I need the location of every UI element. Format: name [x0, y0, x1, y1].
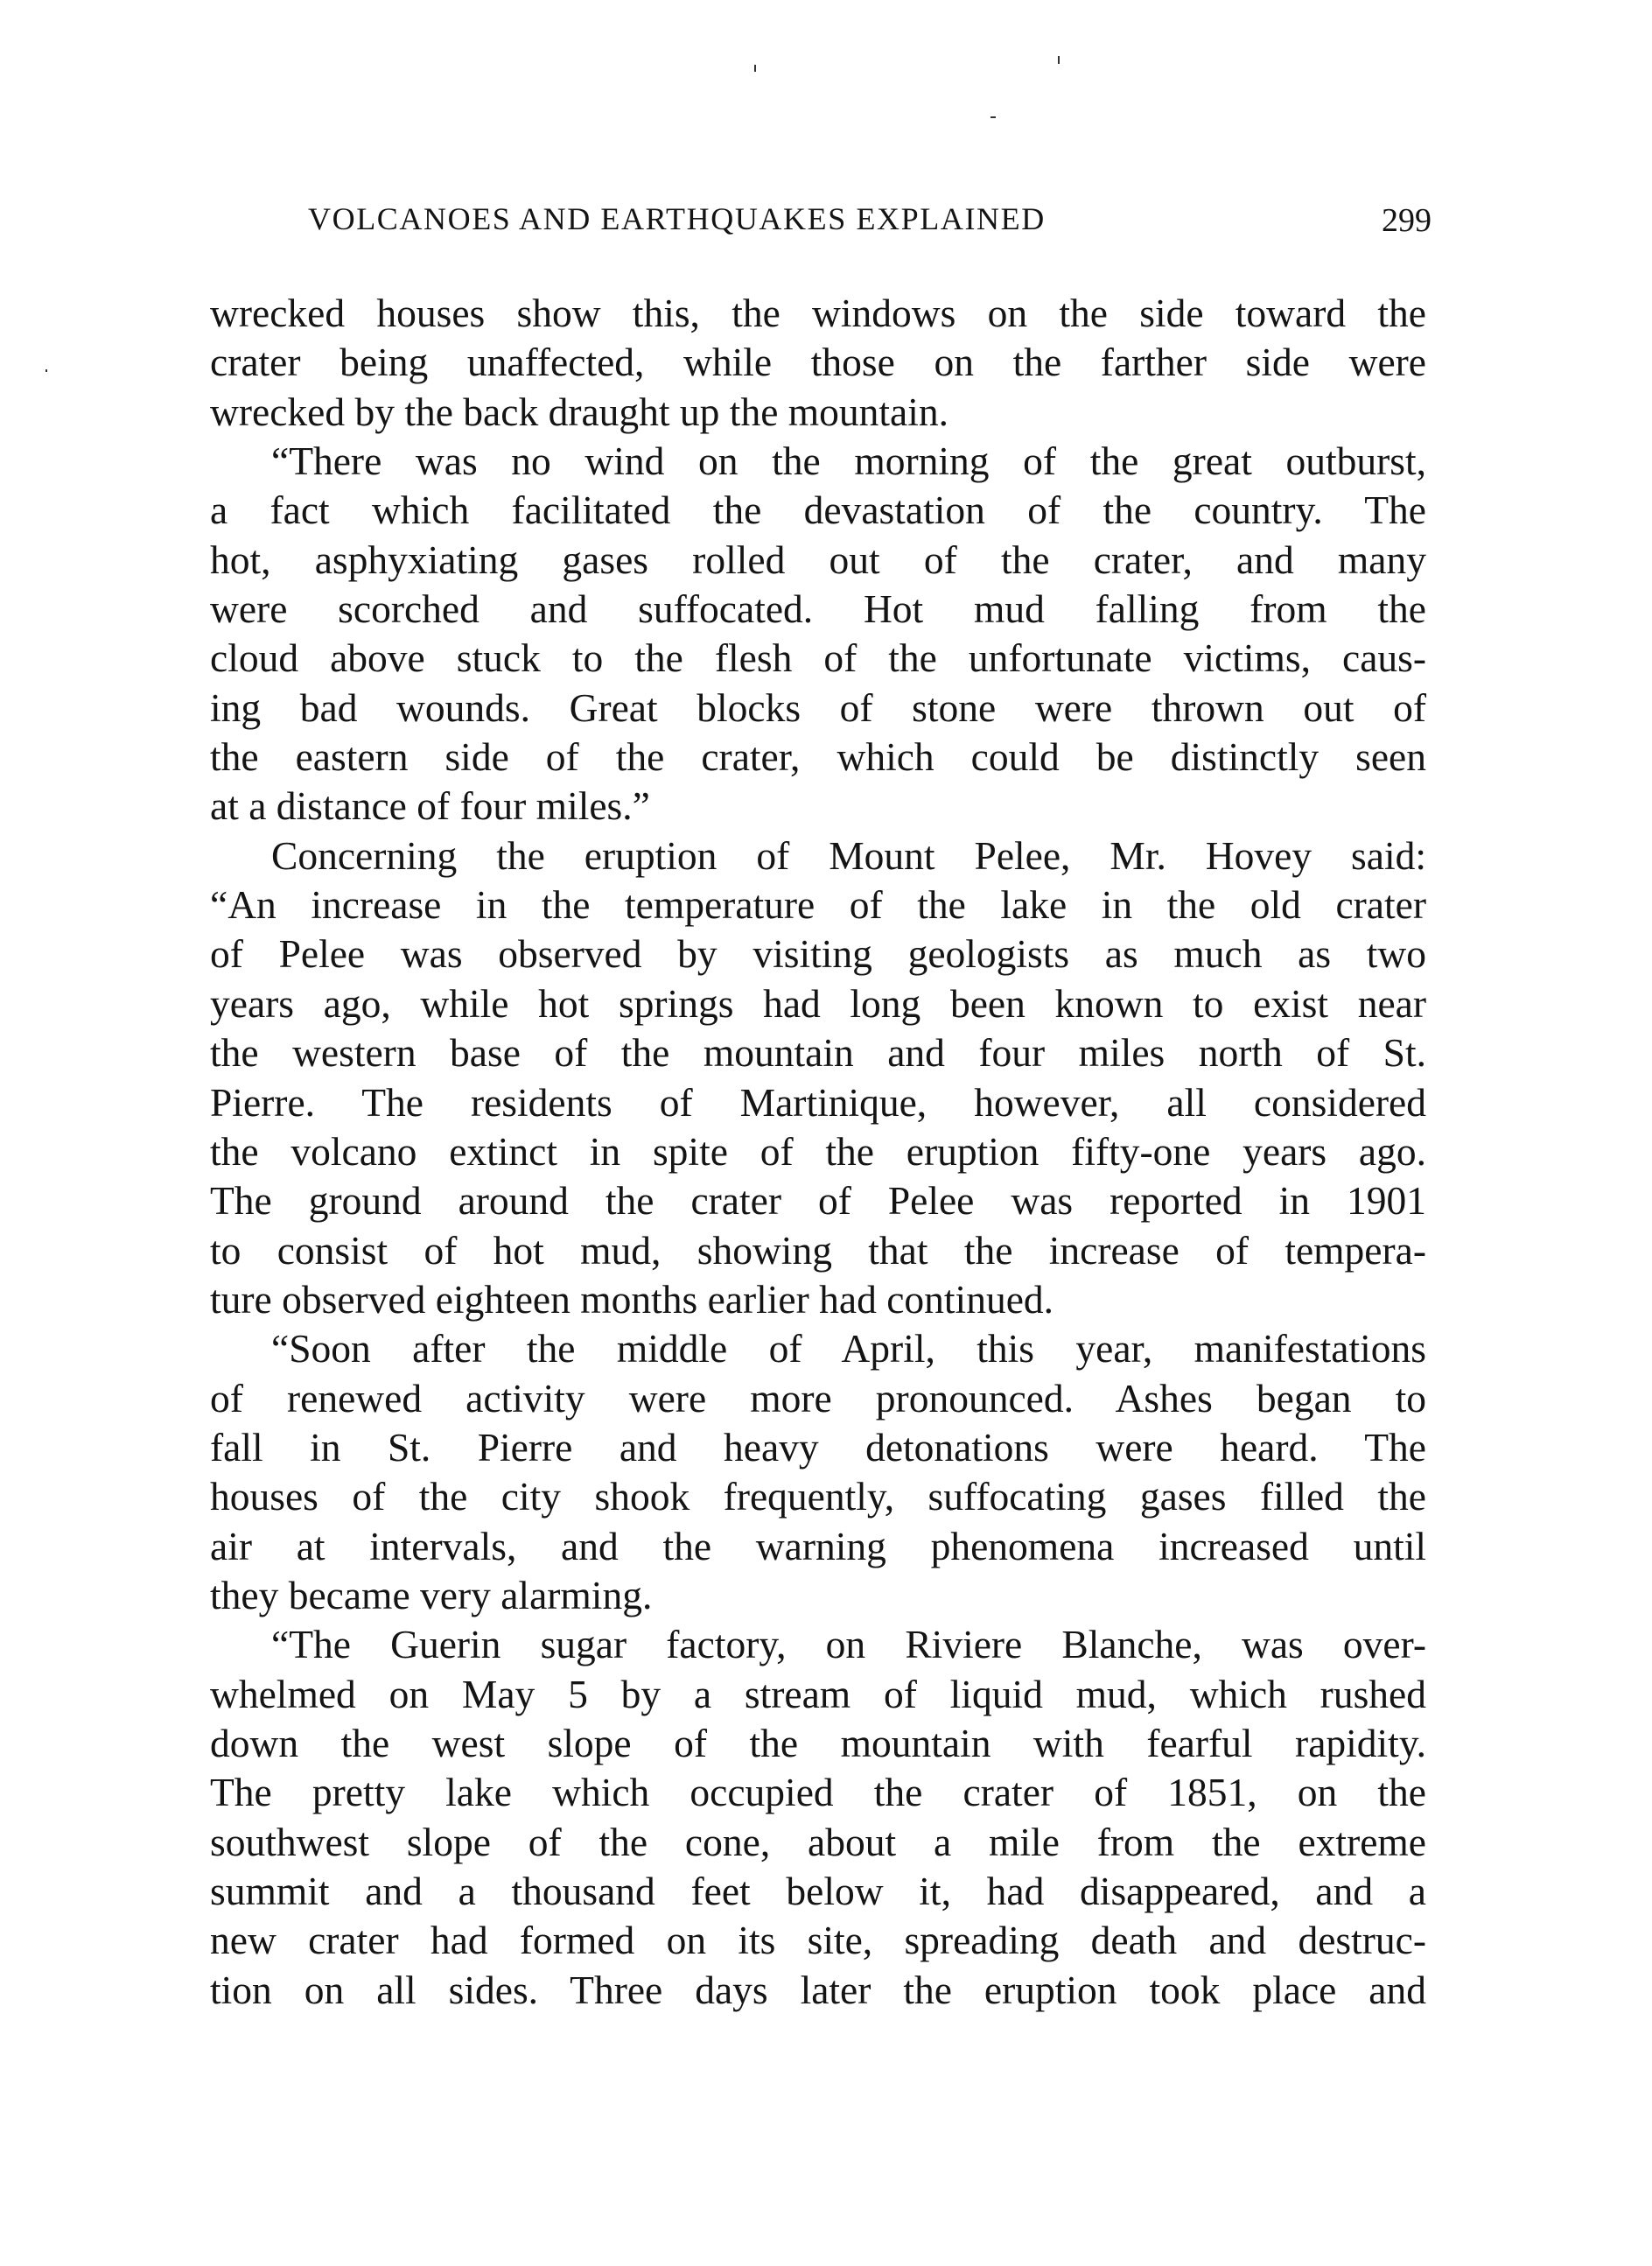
scan-speck: [1058, 56, 1060, 64]
text-line: houses of the city shook frequently, suffocating gases filled the: [210, 1474, 1426, 1519]
scan-speck: [754, 65, 756, 72]
text-line: down the west slope of the mountain with fearful rapidity.: [210, 1720, 1426, 1765]
text-line: Pierre. The residents of Martinique, however, all considered: [210, 1079, 1426, 1125]
text-line: The ground around the crater of Pelee was reported in 1901: [210, 1178, 1426, 1224]
text-line: of Pelee was observed by visiting geologists as much as two: [210, 931, 1426, 977]
text-line: “The Guerin sugar factory, on Riviere Blanche, was over-: [271, 1622, 1426, 1667]
running-head-title: VOLCANOES AND EARTHQUAKES EXPLAINED: [308, 201, 1046, 236]
text-line: hot, asphyxiating gases rolled out of the crater, and many: [210, 537, 1426, 582]
text-line: southwest slope of the cone, about a mile from the extreme: [210, 1819, 1426, 1864]
text-line: a fact which facilitated the devastation of the country. The: [210, 488, 1426, 533]
text-line: The pretty lake which occupied the crater of 1851, on the: [210, 1770, 1426, 1815]
text-line: air at intervals, and the warning phenomena increased until: [210, 1523, 1426, 1568]
running-head: [308, 200, 1432, 238]
text-line: the western base of the mountain and four miles north of St.: [210, 1030, 1426, 1076]
text-line: to consist of hot mud, showing that the increase of tempera-: [210, 1227, 1426, 1273]
page-number: 299: [1382, 202, 1432, 239]
text-line: whelmed on May 5 by a stream of liquid mud, which rushed: [210, 1671, 1426, 1716]
text-line: years ago, while hot springs had long been known to exist near: [210, 980, 1426, 1026]
text-line: at a distance of four miles.”: [210, 783, 650, 829]
text-line: ture observed eighteen months earlier had continued.: [210, 1276, 1054, 1322]
text-line: Concerning the eruption of Mount Pelee, Mr. Hovey said:: [271, 832, 1426, 878]
text-line: ing bad wounds. Great blocks of stone were thrown out of: [210, 684, 1426, 730]
text-line: cloud above stuck to the flesh of the unfortunate victims, caus-: [210, 635, 1426, 681]
text-line: “Soon after the middle of April, this year, manifestations: [271, 1326, 1426, 1372]
text-line: summit and a thousand feet below it, had disappeared, and a: [210, 1869, 1426, 1913]
scan-speck: [990, 116, 996, 118]
text-line: crater being unaffected, while those on the farther side were: [210, 340, 1426, 385]
text-line: the eastern side of the crater, which could be distinctly seen: [210, 734, 1426, 780]
text-line: were scorched and suffocated. Hot mud falling from the: [210, 586, 1426, 632]
text-line: of renewed activity were more pronounced. Ashes began to: [210, 1375, 1426, 1421]
body-text: [210, 289, 1426, 2015]
text-line: new crater had formed on its site, spreading death and destruc-: [210, 1918, 1426, 1963]
text-line: tion on all sides. Three days later the eruption took place and: [210, 1967, 1426, 2012]
text-line: wrecked houses show this, the windows on the side toward the: [210, 291, 1426, 335]
text-line: fall in St. Pierre and heavy detonations were heard. The: [210, 1424, 1426, 1470]
text-line: wrecked by the back draught up the mountain.: [210, 389, 949, 434]
text-line: “There was no wind on the morning of the great outburst,: [271, 438, 1426, 484]
scan-speck: [46, 369, 47, 372]
text-line: the volcano extinct in spite of the eruption fifty-one years ago.: [210, 1128, 1426, 1174]
text-line: “An increase in the temperature of the lake in the old crater: [210, 882, 1426, 928]
text-line: they became very alarming.: [210, 1572, 653, 1617]
